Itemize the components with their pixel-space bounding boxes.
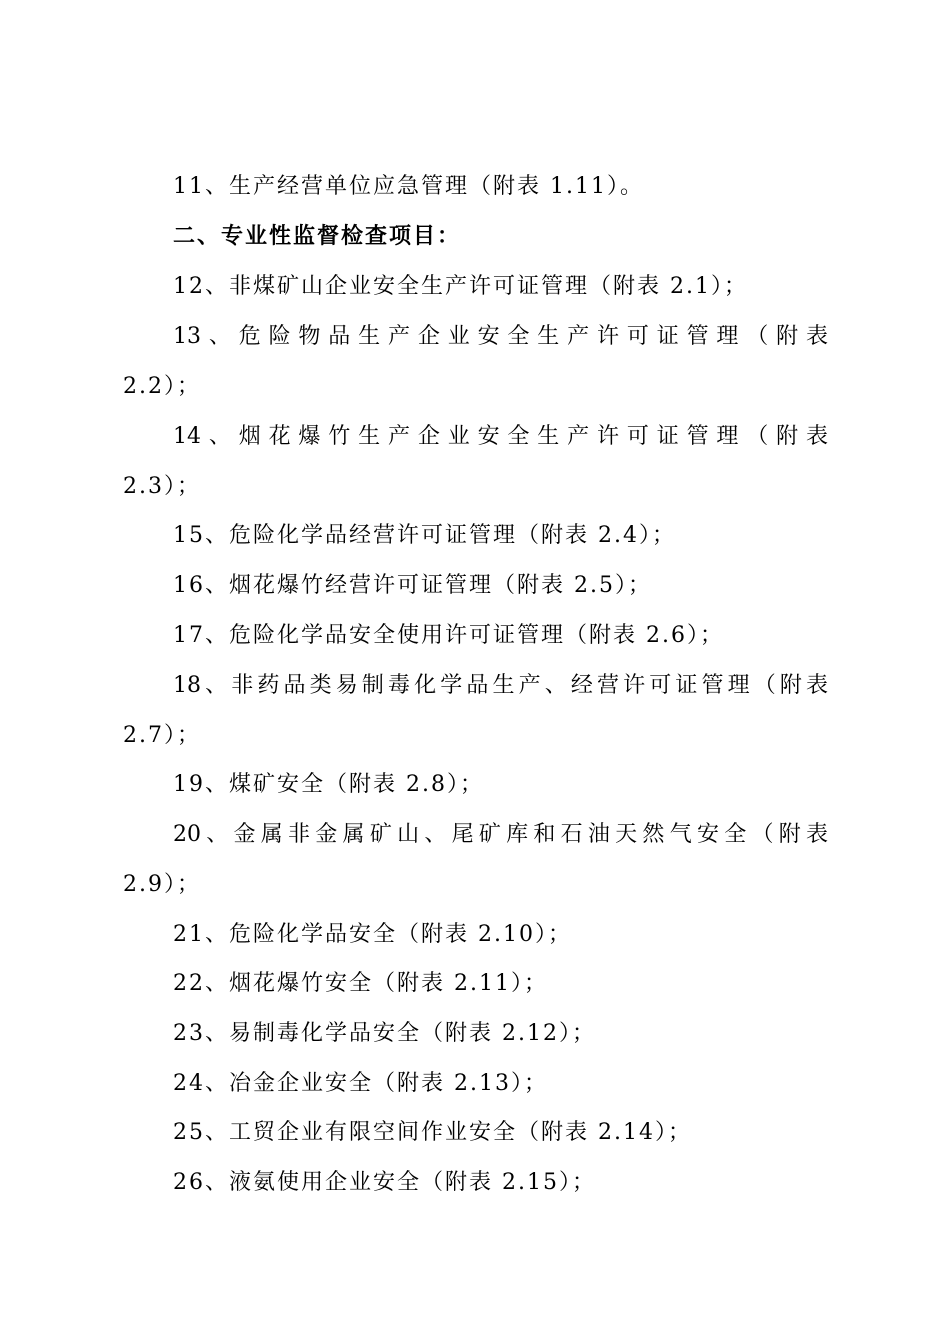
item-13: 13、危险物品生产企业安全生产许可证管理（附表 bbox=[173, 324, 828, 349]
section-heading: 二、专业性监督检查项目： bbox=[173, 224, 462, 249]
item-20-continuation: 2.9）； bbox=[123, 872, 201, 897]
item-14: 14、烟花爆竹生产企业安全生产许可证管理（附表 bbox=[173, 424, 828, 449]
item-12: 12、非煤矿山企业安全生产许可证管理（附表 2.1）； bbox=[173, 274, 748, 299]
item-18: 18、非药品类易制毒化学品生产、经营许可证管理（附表 bbox=[173, 673, 828, 698]
item-21: 21、危险化学品安全（附表 2.10）； bbox=[173, 922, 572, 947]
item-11: 11、生产经营单位应急管理（附表 1.11）。 bbox=[173, 174, 644, 199]
item-23: 23、易制毒化学品安全（附表 2.12）； bbox=[173, 1021, 596, 1046]
item-25: 25、工贸企业有限空间作业安全（附表 2.14）； bbox=[173, 1120, 692, 1145]
item-13-continuation: 2.2）； bbox=[123, 374, 201, 399]
item-15: 15、危险化学品经营许可证管理（附表 2.4）； bbox=[173, 523, 676, 548]
item-18-continuation: 2.7）； bbox=[123, 723, 201, 748]
item-22: 22、烟花爆竹安全（附表 2.11）； bbox=[173, 971, 548, 996]
item-17: 17、危险化学品安全使用许可证管理（附表 2.6）； bbox=[173, 623, 724, 648]
item-14-continuation: 2.3）； bbox=[123, 474, 201, 499]
item-19: 19、煤矿安全（附表 2.8）； bbox=[173, 772, 484, 797]
item-20: 20、金属非金属矿山、尾矿库和石油天然气安全（附表 bbox=[173, 822, 828, 847]
item-26: 26、液氨使用企业安全（附表 2.15）； bbox=[173, 1170, 596, 1195]
item-16: 16、烟花爆竹经营许可证管理（附表 2.5）； bbox=[173, 573, 652, 598]
item-24: 24、冶金企业安全（附表 2.13）； bbox=[173, 1071, 548, 1096]
